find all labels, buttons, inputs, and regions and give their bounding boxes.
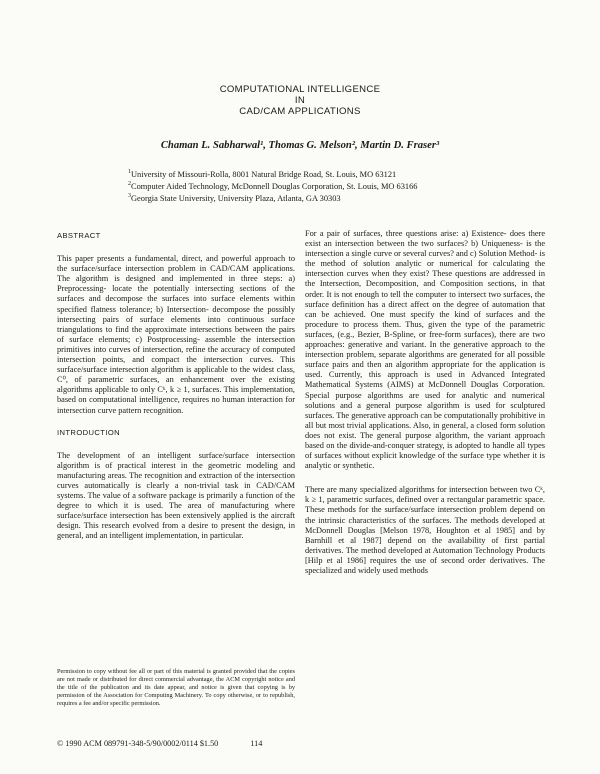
left-column (57, 231, 295, 542)
affiliation-1-number: 1 (128, 169, 131, 175)
affiliation-1 (128, 167, 396, 180)
affiliation-3 (128, 191, 341, 204)
affiliation-2 (128, 179, 417, 192)
affiliation-2-text: Computer Aided Technology, McDonnell Douglas Corporation, St. Louis, MO 63166 (131, 181, 418, 191)
footer (57, 739, 262, 748)
copyright-notice: © 1990 ACM 089791-348-5/90/0002/0114 $1.50 (57, 739, 219, 748)
paper-title-line-3: CAD/CAM APPLICATIONS (239, 106, 361, 117)
paper-title-line-2: IN (294, 95, 306, 106)
introduction-text: The development of an intelligent surface/surface intersection algorithm is of practical interest in the geometric modeling and manufacturing areas. The recognition and extraction of the intersection curves automatically is clearly a non-trivial task in CAD/CAM systems. The value of a software package is primarily a function of the degree to which it is used. The area of manufacturing where surface/surface intersection has been extensively applied is the aircraft design. This research evolved from a desire to present the design, in general, and an intelligent implementation, in particular. (57, 450, 295, 541)
right-paragraph-1: For a pair of surfaces, three questions arise: a) Existence- does there exist an intersection between the two surfaces? b) Uniqueness- is the intersection a single curve or several curves? and c) Solution Method- is the method of solution analytic or numerical for calculating the intersection curves when they exist? These questions are addressed in the Intersection, Decomposition, and Composition sections, in that order. It is not enough to tell the computer to intersect two surfaces, the surface definition has a direct affect on the degree of automation that can be achieved. One must specify the kind of surfaces and the procedure to process them. Thus, given the type of the parametric surfaces, (e.g., Bezier, B-Spline, or free-form surfaces), there are two approaches: generative and variant. In the generative approach to the intersection problem, separate algorithms are generated for all possible surface pairs and then an algorithm appropriate for the application is used. Currently, this approach is used in Advanced Integrated Mathematical Systems (AIMS) at McDonnell Douglas Corporation. Special purpose algorithms are used for analytic and numerical solutions and a general purpose algorithm is used for sculptured surfaces. The generative approach can be computationally prohibitive in all but most trivial applications. Also, in general, a closed form solution does not exist. The general purpose algorithm, the variant approach based on the divide-and-conquer strategy, is adopted to handle all types of surfaces without explicit knowledge of the surface type whether it is analytic or synthetic. (305, 229, 545, 471)
author-list: Chaman L. Sabharwal¹, Thomas G. Melson², Martin D. Fraser³ (160, 140, 440, 151)
affiliation-3-number: 3 (128, 193, 131, 199)
paper-title-line-1: COMPUTATIONAL INTELLIGENCE (219, 84, 381, 95)
right-paragraph-2: There are many specialized algorithms for intersection between two Cᵏ, k ≥ 1, parametric surfaces, defined over a rectangular parametric space. These methods for the surface/surface intersection problem depend on the intrinsic characteristics of the surfaces. The methods developed at McDonnell Douglas [Melson 1978, Houghton et al 1985] and by Barnhill et al 1987] depend on the availability of first partial derivatives. The method developed at Automation Technology Products [Hilp et al 1986] requires the use of second order derivatives. The specialized and widely used methods (305, 485, 545, 575)
right-column (305, 229, 545, 576)
introduction-heading: INTRODUCTION (57, 427, 121, 437)
affiliation-3-text: Georgia State University, University Plaza, Atlanta, GA 30303 (131, 193, 341, 203)
abstract-heading: ABSTRACT (57, 231, 101, 240)
affiliation-1-text: University of Missouri-Rolla, 8001 Natural Bridge Road, St. Louis, MO 63121 (131, 169, 397, 179)
page-number: 114 (250, 739, 263, 748)
abstract-text: This paper presents a fundamental, direct, and powerful approach to the surface/surface intersection problem in CAD/CAM applications. The algorithm is designed and implemented in three steps: a) Preprocessing- locate the potentially intersecting sections of the surfaces and decompose the surfaces into surface elements within specified flatness tolerance; b) Intersection- decompose the possibly intersecting pairs of surface elements into continuous surface triangulations to find the approximate intersections between the pairs of surface elements; c) Postprocessing- assemble the intersection primitives into curves of intersection, refine the accuracy of computed intersection points, and compact the intersection curves. This surface/surface intersection algorithm is applicable to the widest class, C⁰, of parametric surfaces, an enhancement over the existing algorithms applicable to only Cᵏ, k ≥ 1, surfaces. This implementation, based on computational intelligence, requires no human interaction for intersection curve pattern recognition. (57, 254, 295, 415)
permission-notice: Permission to copy without fee all or part of this material is granted provided that the copies are not made or distributed for direct commercial advantage, the ACM copyright notice and the title of the publication and its date appear, and notice is given that copying is by permission of the Association for Computing Machinery. To copy otherwise, or to republish, requires a fee and/or specific permission. (57, 668, 295, 708)
affiliation-2-number: 2 (128, 181, 131, 187)
